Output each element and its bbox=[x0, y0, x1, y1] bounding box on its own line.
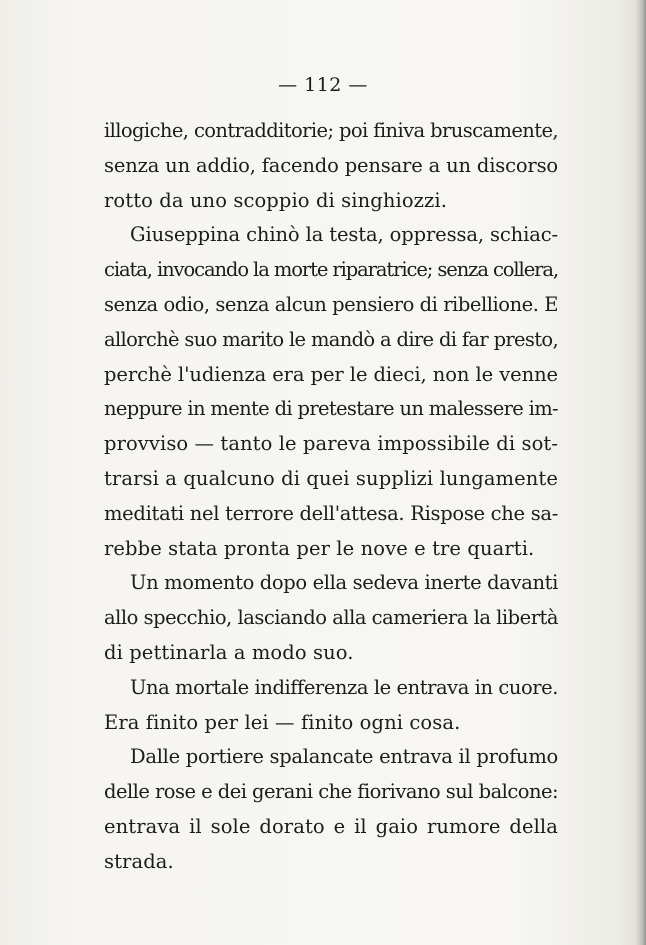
text-line: senza un addio, facendo pensare a un discorso bbox=[104, 153, 558, 177]
text-line: neppure in mente di pretestare un malessere im- bbox=[104, 397, 558, 421]
text-line: senza odio, senza alcun pensiero di ribellione. E bbox=[104, 292, 559, 316]
paragraph bbox=[104, 218, 558, 566]
paragraph bbox=[104, 114, 558, 218]
text-line: Giuseppina chinò la testa, oppressa, schiac- bbox=[130, 223, 558, 247]
text-line: trarsi a qualcuno di quei supplizi lungamente bbox=[104, 466, 559, 490]
paragraph bbox=[104, 671, 558, 741]
text-line: Era finito per lei — finito ogni cosa. bbox=[104, 710, 461, 734]
paragraph bbox=[104, 740, 558, 879]
text-line: rotto da uno scoppio di singhiozzi. bbox=[104, 188, 448, 212]
text-line: Un momento dopo ella sedeva inerte davanti bbox=[130, 571, 559, 595]
page-number: — 112 — bbox=[278, 74, 368, 96]
page-edge-shadow bbox=[636, 0, 646, 945]
text-line: rebbe stata pronta per le nove e tre quarti. bbox=[104, 536, 535, 560]
body-text bbox=[104, 114, 558, 880]
text-line: perchè l'udienza era per le dieci, non le venne bbox=[104, 362, 558, 386]
text-line: ciata, invocando la morte riparatrice; senza collera, bbox=[104, 258, 558, 282]
text-line: strada. bbox=[104, 849, 174, 873]
text-line: allorchè suo marito le mandò a dire di far presto, bbox=[104, 327, 559, 351]
text-line: Dalle portiere spalancate entrava il profumo bbox=[130, 745, 558, 769]
text-line: meditati nel terrore dell'attesa. Rispose che sa- bbox=[104, 501, 558, 525]
paragraph bbox=[104, 566, 558, 670]
text-line: entrava il sole dorato e il gaio rumore della bbox=[104, 814, 558, 838]
text-line: illogiche, contradditorie; poi finiva bruscamente, bbox=[104, 119, 559, 142]
text-line: di pettinarla a modo suo. bbox=[104, 640, 354, 664]
text-line: delle rose e dei gerani che fiorivano sul balcone: bbox=[104, 780, 558, 804]
text-line: Una mortale indifferenza le entrava in cuore. bbox=[130, 675, 558, 699]
text-line: provviso — tanto le pareva impossibile di sot- bbox=[104, 432, 558, 456]
text-line: allo specchio, lasciando alla cameriera la libertà bbox=[104, 606, 559, 630]
